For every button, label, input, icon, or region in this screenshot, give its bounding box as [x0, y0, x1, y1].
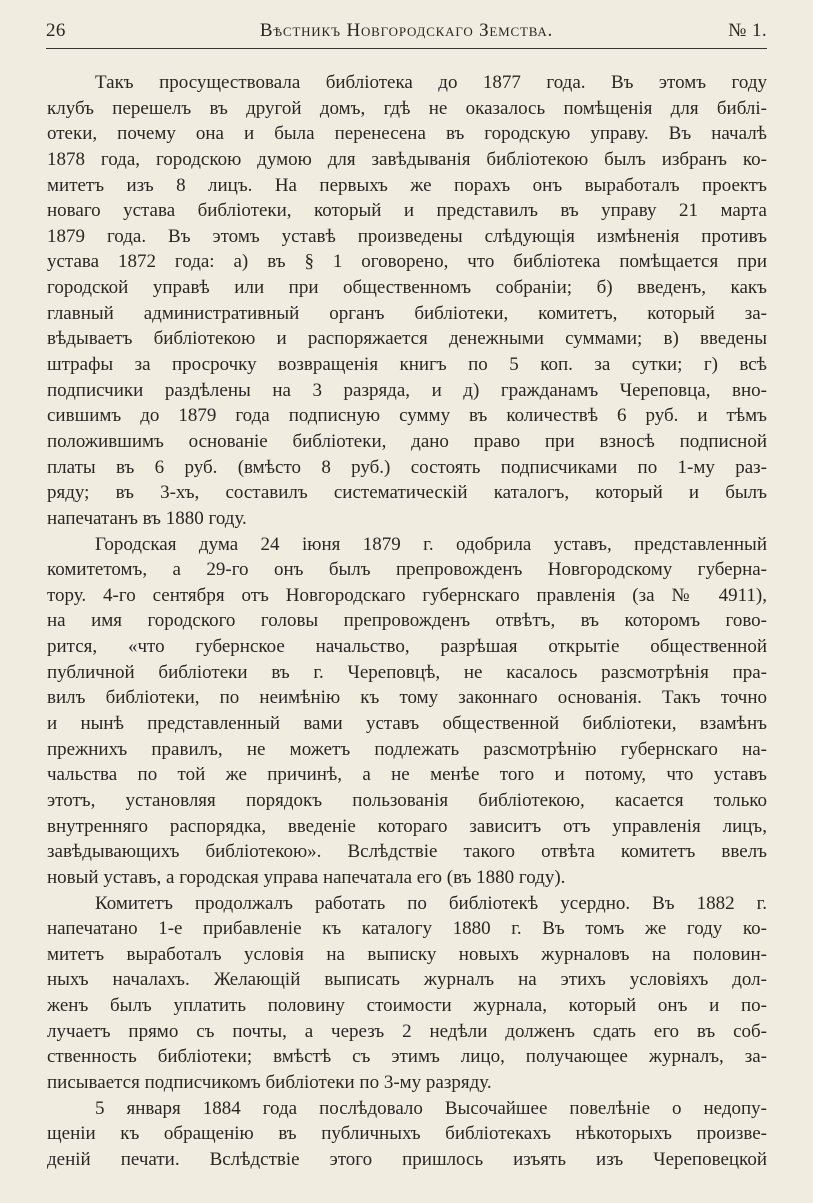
text-line: на имя городского головы препровожденъ отвѣтъ, въ которомъ гово-	[47, 610, 767, 632]
running-header	[46, 20, 767, 46]
header-rule	[46, 48, 767, 49]
text-line: деній печати. Вслѣдствіе этого пришлось изъять изъ Череповецкой	[47, 1148, 767, 1170]
text-line: внутренняго распорядка, введеніе котораго зависитъ отъ управленія лицъ,	[47, 815, 767, 837]
text-line: лучаетъ прямо съ почты, а черезъ 2 недѣли долженъ сдать его въ соб-	[47, 1020, 767, 1042]
text-line: этотъ, установляя порядокъ пользованія библіотекою, касается только	[47, 789, 767, 811]
text-line: Такъ просуществовала библіотека до 1877 года. Въ этомъ году	[95, 72, 767, 93]
text-line: новаго устава библіотеки, который и представилъ въ управу 21 марта	[47, 200, 767, 222]
text-line: платы въ 6 руб. (вмѣсто 8 руб.) состоять подписчиками по 1-му раз-	[47, 456, 767, 478]
text-line: главный административный органъ библіотеки, комитетъ, который за-	[47, 302, 767, 324]
paragraph	[47, 1096, 767, 1173]
text-line: женъ былъ уплатить половину стоимости журнала, который онъ и по-	[47, 995, 767, 1017]
text-line: устава 1872 года: а) въ § 1 оговорено, что библіотека помѣщается при	[47, 251, 767, 273]
text-line: рится, «что губернское начальство, разрѣшая открытіе общественной	[47, 636, 767, 658]
text-line: ряду; въ 3-хъ, составилъ систематическій каталогъ, который и былъ	[47, 482, 767, 504]
text-line: митетъ изъ 8 лицъ. На первыхъ же порахъ онъ выработалъ проектъ	[47, 174, 767, 196]
text-line: штрафы за просрочку возвращенія книгъ по 5 коп. за сутки; г) всѣ	[47, 354, 767, 376]
text-line: щеніи къ обращенію въ публичныхъ библіотекахъ нѣкоторыхъ произве-	[47, 1123, 767, 1145]
text-line: 5 января 1884 года послѣдовало Высочайшее повелѣніе о недопу-	[95, 1097, 767, 1119]
text-line: вилъ библіотеки, по неимѣнію къ тому законнаго основанія. Такъ точно	[47, 687, 767, 709]
text-line: прежнихъ правилъ, не можетъ подлежать разсмотрѣнію губернскаго на-	[47, 738, 767, 760]
issue-number: № 1.	[728, 20, 767, 41]
text-line: комитетомъ, а 29-го онъ былъ препровожденъ Новгородскому губерна-	[47, 559, 767, 581]
text-line: ныхъ началахъ. Желающій выписать журналъ на этихъ условіяхъ дол-	[47, 969, 767, 991]
text-line: подписчики раздѣлены на 3 разряда, и д) гражданамъ Череповца, вно-	[47, 379, 767, 401]
text-line: тору. 4-го сентября отъ Новгородскаго губернскаго правленія (за № 4911),	[47, 584, 767, 606]
text-line: завѣдывающихъ библіотекою». Вслѣдствіе такого отвѣта комитетъ ввелъ	[47, 841, 767, 863]
paragraph	[47, 70, 767, 532]
text-line: чальства по той же причинѣ, а не менѣе того и потому, что уставъ	[47, 764, 767, 786]
text-line: вѣдываетъ библіотекою и распоряжается денежными суммами; в) введены	[47, 328, 767, 350]
text-line: напечатанъ въ 1880 году.	[47, 507, 247, 529]
page-number: 26	[46, 20, 66, 41]
text-line: напечатано 1-е прибавленіе къ каталогу 1880 г. Въ томъ же году ко-	[47, 918, 767, 940]
text-line: 1878 года, городскою думою для завѣдыванія библіотекою былъ избранъ ко-	[47, 148, 767, 170]
text-line: сившимъ до 1879 года подписную сумму въ количествѣ 6 руб. и тѣмъ	[47, 405, 767, 427]
journal-title: Вѣстникъ Новгородскаго Земства.	[259, 20, 554, 41]
text-line: ственность библіотеки; вмѣстѣ съ этимъ лицо, получающее журналъ, за-	[47, 1046, 767, 1068]
body-text	[47, 70, 767, 1173]
text-line: митетъ выработалъ условія на выписку новыхъ журналовъ на половин-	[47, 943, 767, 965]
text-line: 1879 года. Въ этомъ уставѣ произведены слѣдующія измѣненія противъ	[47, 225, 767, 247]
text-line: писывается подписчикомъ библіотеки по 3-му разряду.	[47, 1071, 492, 1093]
paragraph	[47, 891, 767, 1096]
text-line: Городская дума 24 іюня 1879 г. одобрила уставъ, представленный	[95, 533, 767, 555]
text-line: отеки, почему она и была перенесена въ городскую управу. Въ началѣ	[47, 123, 767, 145]
text-line: новый уставъ, а городская управа напечатала его (въ 1880 году).	[47, 866, 566, 888]
paragraph	[47, 532, 767, 891]
text-line: и нынѣ представленный вами уставъ общественной библіотеки, взамѣнъ	[47, 713, 767, 735]
text-line: Комитетъ продолжалъ работать по библіотекѣ усердно. Въ 1882 г.	[95, 892, 767, 914]
text-line: городской управѣ или при общественномъ собраніи; б) введенъ, какъ	[47, 277, 767, 299]
text-line: положившимъ основаніе библіотеки, дано право при взносѣ подписной	[47, 430, 767, 452]
text-line: клубъ перешелъ въ другой домъ, гдѣ не оказалось помѣщенія для библі-	[47, 97, 767, 119]
text-line: публичной библіотеки въ г. Череповцѣ, не касалось разсмотрѣнія пра-	[47, 661, 767, 683]
